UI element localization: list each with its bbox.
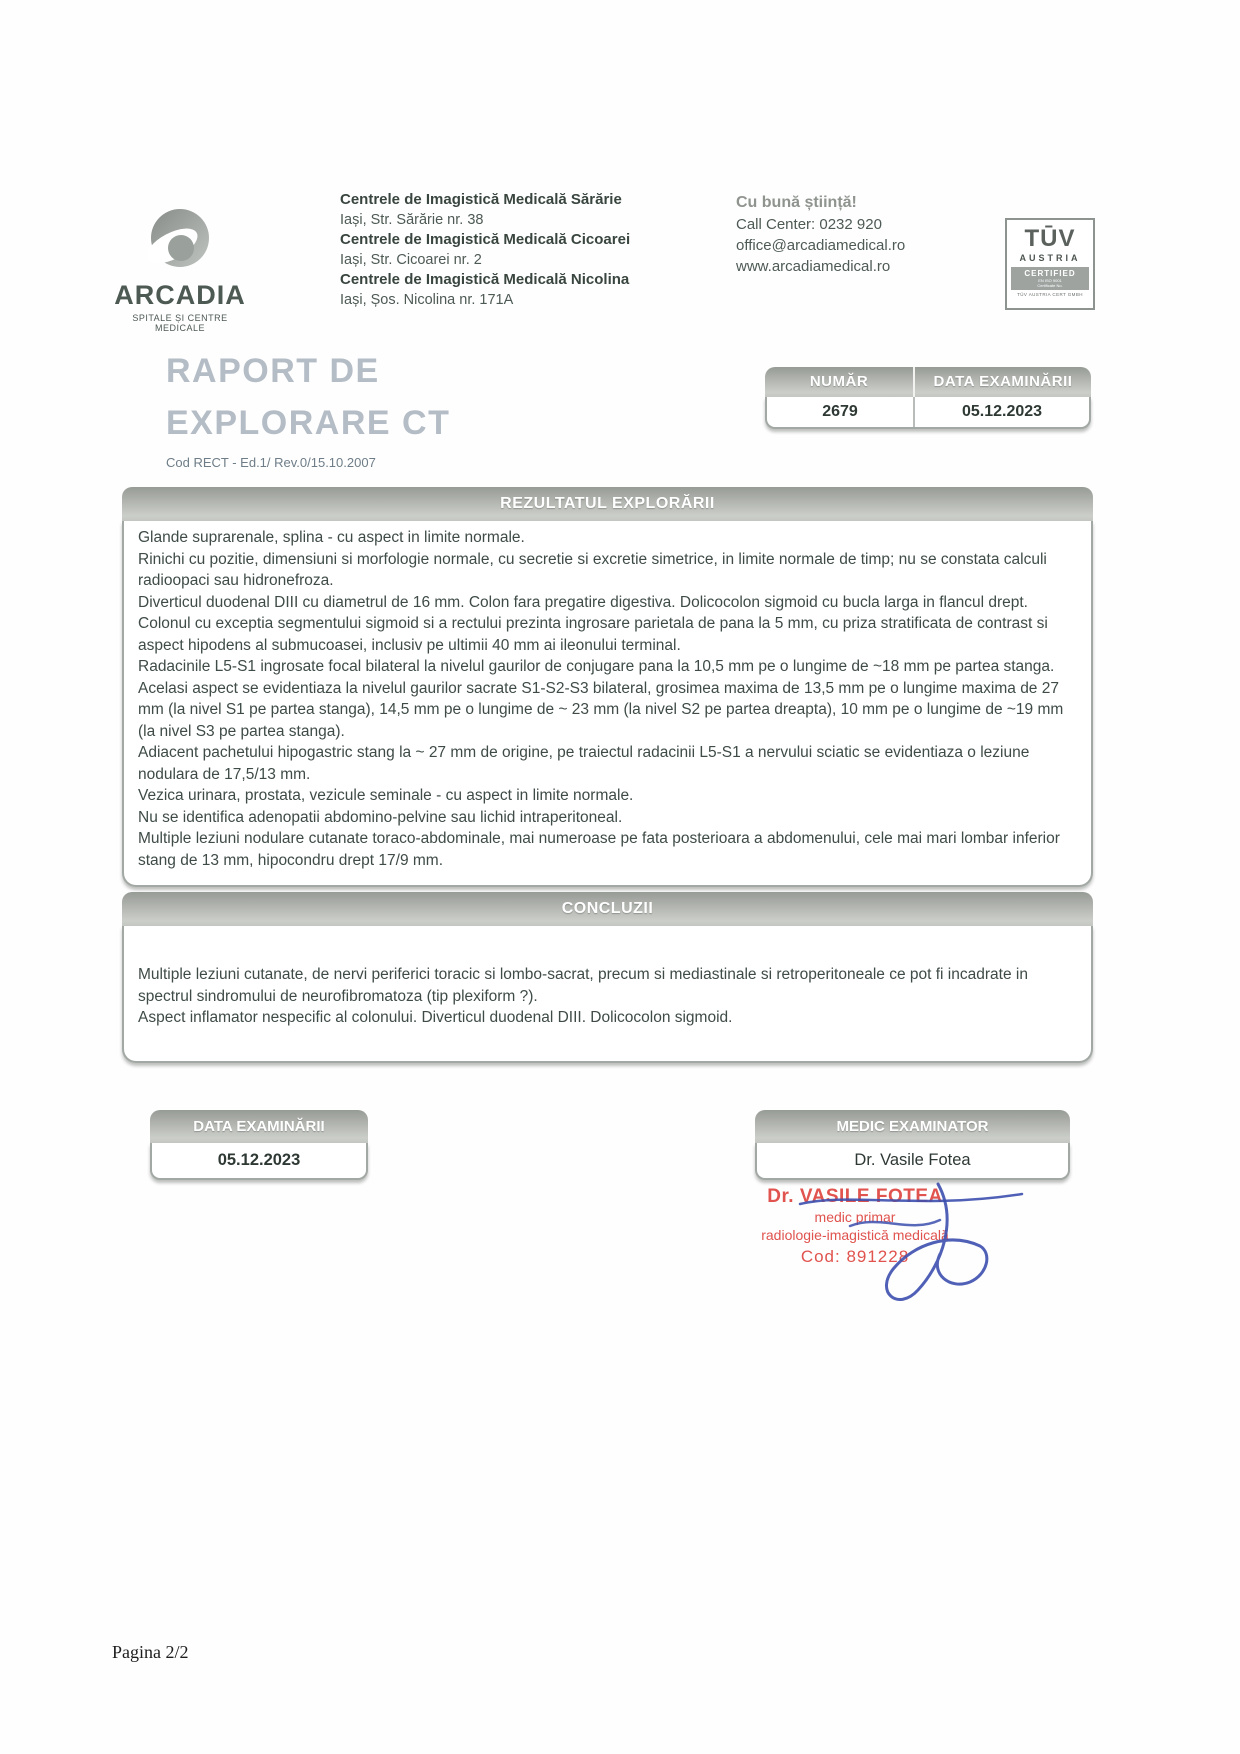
call-center-line: Call Center: 0232 920	[736, 216, 882, 233]
center-name: Centrele de Imagistică Medicală Nicolina	[340, 271, 630, 288]
center-address: Iași, Str. Cicoarei nr. 2	[340, 252, 482, 268]
tuv-footer-line: TÜV AUSTRIA CERT GMBH	[1017, 292, 1083, 297]
meta-table-header	[765, 367, 1091, 397]
examiner-label: MEDIC EXAMINATOR	[755, 1110, 1070, 1143]
paragraph: Rinichi cu pozitie, dimensiuni si morfologie normale, cu secretie si excretie simetrice, in limite normale de timp; nu se constata calculi radioopaci sau hidronefroza.	[138, 550, 1047, 589]
paragraph: Radacinile L5-S1 ingrosate focal bilateral la nivelul gaurilor de conjugare pana la 10,5 mm pe o lungime de ~18 mm pe partea stanga. Acelasi aspect se evidentiaza la nivelul gaurilor sacrate S1-S2-S3 bilateral, grosimea maxima de 13,5 mm pe o lungime maxima de 27 mm (la nivel S1 pe partea stanga), 14,5 mm pe o lungime de ~ 23 mm (la nivel S2 pe partea dreapta), 10 mm pe o lungime de ~19 mm (la nivel S3 pe partea stanga).	[138, 658, 1064, 740]
examiner-value: Dr. Vasile Fotea	[755, 1143, 1070, 1180]
email-line: office@arcadiamedical.ro	[736, 237, 906, 254]
stamp-specialty: radiologie-imagistică medicală	[761, 1227, 949, 1243]
paragraph: Nu se identifica adenopatii abdomino-pelvine sau lichid intraperitoneal.	[138, 808, 623, 826]
meta-table-values	[765, 397, 1091, 429]
paragraph: Vezica urinara, prostata, vezicule seminale - cu aspect in limite normale.	[138, 787, 634, 804]
tuv-standard-line: EN ISO 9001	[1038, 278, 1062, 283]
signoff-date-label: DATA EXAMINĂRII	[150, 1110, 368, 1143]
center-item	[340, 270, 670, 310]
tuv-logo: TŪV	[1024, 225, 1076, 252]
paragraph: Adiacent pachetului hipogastric stang la ~ 27 mm de origine, pe traiectul radacinii L5-S1 a nervului sciatic se evidentiaza o leziune nodulara de 17,5/13 mm.	[138, 744, 1030, 783]
conclusions-section-header: CONCLUZII	[122, 892, 1093, 926]
contact-slogan: Cu bună știință!	[736, 194, 857, 211]
exam-date-header: DATA EXAMINĂRII	[915, 367, 1091, 397]
stamp-code: Cod: 891228	[800, 1247, 910, 1266]
page-number: Pagina 2/2	[112, 1642, 189, 1662]
paragraph: Multiple leziuni cutanate, de nervi periferici toracic si lombo-sacrat, precum si mediastinale si retroperitoneale ce pot fi incadrate in spectrul sindromului de neurofibromatoza (tip plexiform ?).	[138, 966, 1028, 1005]
paragraph: Multiple leziuni nodulare cutanate toraco-abdominale, mai numeroase pe fata posterioara a abdomenului, cele mai mari lombar inferior stang de 13 mm, hipocondru drept 17/9 mm.	[138, 830, 1060, 869]
arcadia-logo-icon	[148, 206, 212, 274]
stamp-doctor-grade: medic primar	[814, 1209, 896, 1225]
meta-table	[765, 367, 1091, 429]
paragraph: Glande suprarenale, splina - cu aspect in limite normale.	[138, 529, 525, 546]
report-title-line2: EXPLORARE CT	[166, 404, 451, 442]
centers-list	[340, 190, 670, 310]
center-item	[340, 230, 670, 270]
report-code: Cod RECT - Ed.1/ Rev.0/15.10.2007	[166, 455, 376, 470]
signature	[790, 1162, 1030, 1332]
arcadia-logo	[112, 206, 248, 333]
center-name: Centrele de Imagistică Medicală Cicoarei	[340, 231, 631, 248]
results-section-header: REZULTATUL EXPLORĂRII	[122, 487, 1093, 521]
website-line: www.arcadiamedical.ro	[736, 258, 891, 275]
tuv-certified-box	[1011, 267, 1089, 290]
conclusions-body	[122, 926, 1093, 1063]
tuv-certificate-line: Certificate No.	[1037, 283, 1063, 288]
number-header: NUMĂR	[765, 367, 915, 397]
center-address: Iași, Șos. Nicolina nr. 171A	[340, 292, 514, 308]
center-item	[340, 190, 670, 230]
center-name: Centrele de Imagistică Medicală Sărărie	[340, 191, 622, 208]
paragraph: Aspect inflamator nespecific al colonului. Diverticul duodenal DIII. Dolicocolon sigmoid.	[138, 1009, 733, 1026]
brand-tagline: SPITALE ȘI CENTRE MEDICALE	[132, 313, 228, 333]
center-address: Iași, Str. Sărărie nr. 38	[340, 212, 484, 228]
results-body	[122, 521, 1093, 887]
stamp-doctor-name: Dr. VASILE FOTEA	[767, 1186, 943, 1207]
number-value: 2679	[767, 397, 915, 427]
tuv-certified-label: CERTIFIED	[1024, 269, 1076, 278]
exam-date-value: 05.12.2023	[961, 403, 1043, 420]
brand-name: ARCADIA	[114, 280, 246, 310]
contact-block	[736, 192, 976, 277]
signoff-date-box	[150, 1110, 368, 1180]
tuv-region-label: AUSTRIA	[1019, 253, 1081, 263]
signoff-date-value: 05.12.2023	[150, 1143, 368, 1180]
paragraph: Diverticul duodenal DIII cu diametrul de 16 mm. Colon fara pregatire digestiva. Dolicocolon sigmoid cu bucla larga in flancul drept. Colonul cu exceptia segmentului sigmoid si a rectului prezinta ingrosare parietala de pana la 5 mm, cu priza stratificata de contrast si aspect hipodens al submucoasei, inclusiv pe ultimii 40 mm ai ileonului terminal.	[138, 593, 1048, 654]
report-title-line1: RAPORT DE	[166, 352, 380, 390]
tuv-certification-badge	[1005, 218, 1095, 310]
